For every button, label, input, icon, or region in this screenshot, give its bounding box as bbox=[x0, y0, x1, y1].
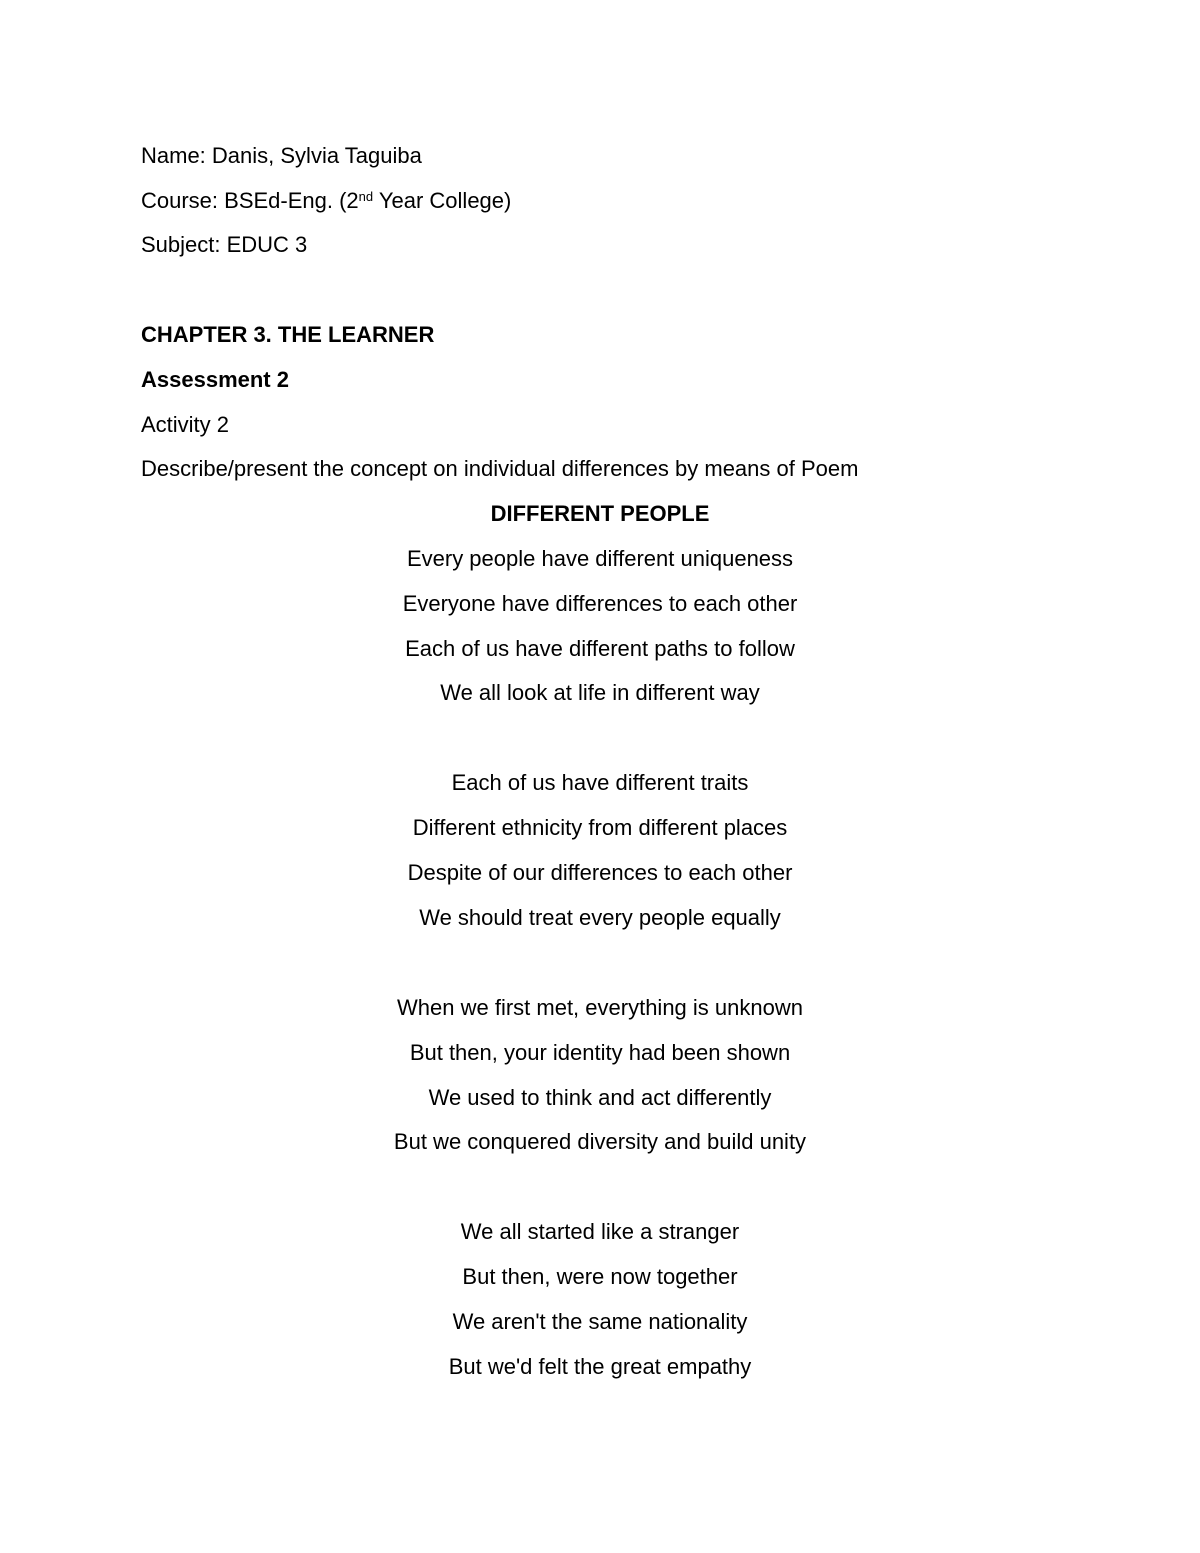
activity-label: Activity 2 bbox=[141, 412, 230, 437]
poem-line: We aren't the same nationality bbox=[452, 1309, 748, 1334]
course-superscript: nd bbox=[358, 189, 374, 204]
poem-line: Every people have different uniqueness bbox=[406, 546, 794, 571]
poem-line: Different ethnicity from different places bbox=[412, 815, 788, 840]
student-name: Name: Danis, Sylvia Taguiba bbox=[141, 143, 422, 168]
poem-line: But then, were now together bbox=[462, 1264, 738, 1289]
poem-line: But then, your identity had been shown bbox=[409, 1040, 791, 1065]
poem-title: DIFFERENT PEOPLE bbox=[490, 501, 710, 526]
poem-line: We all look at life in different way bbox=[440, 680, 760, 705]
subject-line: Subject: EDUC 3 bbox=[141, 232, 308, 257]
poem-line: Each of us have different traits bbox=[451, 770, 749, 795]
poem-line: But we conquered diversity and build unity bbox=[393, 1129, 807, 1154]
assessment-title: Assessment 2 bbox=[141, 367, 289, 392]
poem-line: When we first met, everything is unknown bbox=[397, 995, 803, 1020]
poem-line: Despite of our differences to each other bbox=[407, 860, 793, 885]
poem-line: We all started like a stranger bbox=[460, 1219, 740, 1244]
course-prefix: Course: BSEd-Eng. (2 bbox=[141, 188, 359, 213]
instructions: Describe/present the concept on individual differences by means of Poem bbox=[141, 456, 859, 481]
poem-line: We used to think and act differently bbox=[428, 1085, 772, 1110]
poem-line: Everyone have differences to each other bbox=[402, 591, 798, 616]
poem-line: We should treat every people equally bbox=[419, 905, 781, 930]
poem-line: Each of us have different paths to follow bbox=[405, 636, 795, 661]
course-line bbox=[141, 187, 511, 215]
poem-line: But we'd felt the great empathy bbox=[448, 1354, 752, 1379]
course-suffix: Year College) bbox=[373, 188, 512, 213]
chapter-title: CHAPTER 3. THE LEARNER bbox=[141, 322, 435, 347]
